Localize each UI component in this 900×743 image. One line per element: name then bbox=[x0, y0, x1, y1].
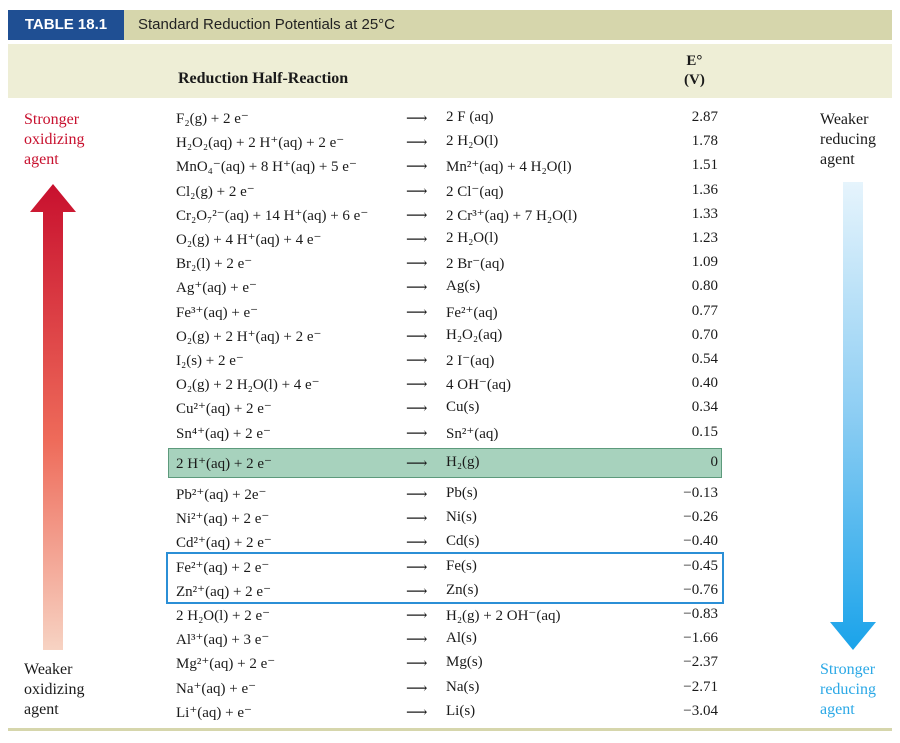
reaction-products: 2 H₂O(l) bbox=[446, 230, 499, 246]
reaction-products: Fe²⁺(aq) bbox=[446, 304, 498, 321]
reaction-arrow: ⟶ bbox=[406, 425, 428, 442]
reaction-arrow: ⟶ bbox=[406, 583, 428, 600]
table-row bbox=[0, 348, 900, 372]
reaction-products: Fe(s) bbox=[446, 557, 477, 574]
table-row bbox=[0, 300, 900, 324]
reaction-reactants: MnO₄⁻(aq) + 8 H⁺(aq) + 5 e⁻ bbox=[176, 159, 357, 176]
reaction-reactants: F₂(g) + 2 e⁻ bbox=[176, 111, 249, 127]
standard-potential: 0.80 bbox=[691, 278, 718, 295]
table-row bbox=[0, 530, 900, 554]
reaction-reactants: Mg²⁺(aq) + 2 e⁻ bbox=[176, 656, 276, 673]
standard-potential: 0.77 bbox=[691, 302, 718, 319]
reaction-reactants: Sn⁴⁺(aq) + 2 e⁻ bbox=[176, 425, 271, 442]
standard-potential: −0.40 bbox=[683, 533, 718, 550]
reaction-arrow: ⟶ bbox=[406, 328, 428, 345]
reaction-products: Li(s) bbox=[446, 702, 476, 719]
reaction-products: Mg(s) bbox=[446, 654, 483, 671]
reaction-arrow: ⟶ bbox=[406, 159, 428, 176]
reaction-reactants: Ni²⁺(aq) + 2 e⁻ bbox=[176, 511, 270, 528]
reaction-reactants: Ag⁺(aq) + e⁻ bbox=[176, 280, 257, 297]
reaction-reactants: O₂(g) + 4 H⁺(aq) + 4 e⁻ bbox=[176, 232, 322, 248]
standard-potential: 1.78 bbox=[691, 133, 718, 150]
reaction-arrow: ⟶ bbox=[406, 535, 428, 552]
table-row bbox=[0, 700, 900, 724]
reaction-arrow: ⟶ bbox=[406, 632, 428, 649]
table-row bbox=[0, 227, 900, 251]
reaction-reactants: 2 H⁺(aq) + 2 e⁻ bbox=[176, 456, 272, 472]
reaction-products: Al(s) bbox=[446, 630, 477, 647]
label-line: Weaker bbox=[820, 111, 869, 128]
reaction-products: 2 F (aq) bbox=[446, 109, 494, 125]
table-number-badge: TABLE 18.1 bbox=[8, 10, 124, 40]
reaction-reactants: Cd²⁺(aq) + 2 e⁻ bbox=[176, 535, 272, 552]
table-row bbox=[0, 676, 900, 700]
standard-potential: 2.87 bbox=[691, 109, 718, 125]
column-header-band bbox=[8, 44, 892, 98]
reaction-arrow: ⟶ bbox=[406, 280, 428, 297]
table-row bbox=[0, 396, 900, 420]
reaction-reactants: Cl₂(g) + 2 e⁻ bbox=[176, 183, 255, 200]
reaction-products: 2 H₂O(l) bbox=[446, 133, 499, 150]
label-line: agent bbox=[24, 151, 59, 168]
reaction-products: H₂(g) + 2 OH⁻(aq) bbox=[446, 608, 561, 624]
reaction-arrow: ⟶ bbox=[406, 656, 428, 673]
reaction-products: 2 Cr³⁺(aq) + 7 H₂O(l) bbox=[446, 207, 578, 224]
reaction-reactants: Pb²⁺(aq) + 2e⁻ bbox=[176, 487, 267, 503]
reaction-arrow: ⟶ bbox=[406, 680, 428, 697]
reaction-reactants: Cr₂O₇²⁻(aq) + 14 H⁺(aq) + 6 e⁻ bbox=[176, 207, 369, 224]
column-header-reaction: Reduction Half-Reaction bbox=[178, 70, 349, 87]
reaction-arrow: ⟶ bbox=[406, 207, 428, 224]
table-row bbox=[0, 482, 900, 506]
reaction-products: 2 I⁻(aq) bbox=[446, 353, 495, 369]
reaction-reactants: Zn²⁺(aq) + 2 e⁻ bbox=[176, 583, 272, 600]
reaction-reactants: Na⁺(aq) + e⁻ bbox=[176, 680, 257, 697]
standard-potential: 1.36 bbox=[691, 181, 718, 198]
reaction-products: Na(s) bbox=[446, 678, 480, 695]
reaction-arrow: ⟶ bbox=[406, 401, 428, 418]
standard-potential: −0.83 bbox=[683, 606, 718, 622]
table-row bbox=[0, 451, 900, 475]
label-line: oxidizing bbox=[24, 131, 85, 148]
table-row bbox=[0, 154, 900, 178]
standard-potential: 1.51 bbox=[691, 157, 718, 174]
table-row bbox=[0, 603, 900, 627]
reaction-reactants: O₂(g) + 2 H⁺(aq) + 2 e⁻ bbox=[176, 328, 322, 345]
column-header-potential-symbol: E° bbox=[686, 53, 703, 69]
label-line: agent bbox=[24, 701, 59, 718]
label-line: oxidizing bbox=[24, 681, 85, 698]
reaction-arrow: ⟶ bbox=[406, 608, 428, 624]
reaction-reactants: H₂O₂(aq) + 2 H⁺(aq) + 2 e⁻ bbox=[176, 135, 345, 152]
reaction-reactants: Fe³⁺(aq) + e⁻ bbox=[176, 304, 259, 321]
reaction-products: Pb(s) bbox=[446, 485, 478, 501]
reaction-reactants: 2 H₂O(l) + 2 e⁻ bbox=[176, 608, 271, 624]
reaction-arrow: ⟶ bbox=[406, 487, 428, 503]
label-line: agent bbox=[820, 701, 855, 718]
reaction-products: Cd(s) bbox=[446, 533, 480, 550]
reaction-products: Ni(s) bbox=[446, 509, 477, 526]
reaction-reactants: I₂(s) + 2 e⁻ bbox=[176, 353, 244, 369]
column-header-potential bbox=[684, 52, 705, 90]
standard-potential: −0.13 bbox=[683, 485, 718, 501]
reaction-reactants: Cu²⁺(aq) + 2 e⁻ bbox=[176, 401, 272, 418]
column-header-potential-unit: (V) bbox=[684, 72, 705, 88]
reaction-products: 2 Cl⁻(aq) bbox=[446, 183, 504, 200]
reaction-products: Mn²⁺(aq) + 4 H₂O(l) bbox=[446, 159, 572, 176]
standard-potential: −0.45 bbox=[683, 557, 718, 574]
standard-potential: −2.37 bbox=[683, 654, 718, 671]
label-line: Weaker bbox=[24, 661, 73, 678]
table-row bbox=[0, 251, 900, 275]
reaction-reactants: Fe²⁺(aq) + 2 e⁻ bbox=[176, 559, 270, 576]
reaction-arrow: ⟶ bbox=[406, 377, 428, 394]
reaction-arrow: ⟶ bbox=[406, 304, 428, 321]
table-row bbox=[0, 203, 900, 227]
reaction-reactants: O₂(g) + 2 H₂O(l) + 4 e⁻ bbox=[176, 377, 320, 394]
standard-potential: 1.09 bbox=[691, 254, 718, 271]
reaction-products: H₂(g) bbox=[446, 454, 480, 470]
standard-potential: −1.66 bbox=[683, 630, 718, 647]
standard-potential: 0.34 bbox=[691, 399, 718, 416]
table-row bbox=[0, 179, 900, 203]
reaction-products: 4 OH⁻(aq) bbox=[446, 377, 511, 394]
standard-potential: −0.26 bbox=[683, 509, 718, 526]
reaction-products: Ag(s) bbox=[446, 278, 481, 295]
label-line: reducing bbox=[820, 131, 876, 148]
reaction-arrow: ⟶ bbox=[406, 135, 428, 152]
label-line: Stronger bbox=[24, 111, 80, 128]
reaction-arrow: ⟶ bbox=[406, 704, 428, 721]
reaction-arrow: ⟶ bbox=[406, 111, 428, 127]
standard-potential: 0.54 bbox=[691, 351, 718, 367]
reaction-products: Cu(s) bbox=[446, 399, 480, 416]
standard-potential: 0.40 bbox=[691, 375, 718, 392]
table-row bbox=[0, 651, 900, 675]
standard-potential: 1.23 bbox=[691, 230, 718, 246]
standard-potential: 0.15 bbox=[691, 423, 718, 440]
reaction-arrow: ⟶ bbox=[406, 559, 428, 576]
reaction-products: Zn(s) bbox=[446, 581, 479, 598]
standard-potential: −0.76 bbox=[683, 581, 718, 598]
reaction-arrow: ⟶ bbox=[406, 353, 428, 369]
reaction-products: Sn²⁺(aq) bbox=[446, 425, 499, 442]
label-line: Stronger bbox=[820, 661, 876, 678]
reaction-arrow: ⟶ bbox=[406, 456, 428, 472]
standard-potential: −2.71 bbox=[683, 678, 718, 695]
reaction-products: H₂O₂(aq) bbox=[446, 326, 503, 343]
table-row bbox=[0, 627, 900, 651]
standard-potential: 0.70 bbox=[691, 326, 718, 343]
reaction-arrow: ⟶ bbox=[406, 511, 428, 528]
reaction-reactants: Br₂(l) + 2 e⁻ bbox=[176, 256, 253, 273]
table-row bbox=[0, 130, 900, 154]
reaction-arrow: ⟶ bbox=[406, 256, 428, 273]
reaction-reactants: Al³⁺(aq) + 3 e⁻ bbox=[176, 632, 270, 649]
table-title: Standard Reduction Potentials at 25°C bbox=[138, 16, 395, 33]
table-row bbox=[0, 506, 900, 530]
label-line: agent bbox=[820, 151, 855, 168]
standard-potential: 1.33 bbox=[691, 205, 718, 222]
table-row bbox=[0, 421, 900, 445]
table-row bbox=[0, 324, 900, 348]
table-title-bar bbox=[8, 10, 892, 40]
table-row bbox=[0, 106, 900, 130]
reaction-arrow: ⟶ bbox=[406, 232, 428, 248]
table-row bbox=[0, 372, 900, 396]
table-row bbox=[0, 555, 900, 579]
standard-potential: −3.04 bbox=[683, 702, 718, 719]
reaction-arrow: ⟶ bbox=[406, 183, 428, 200]
label-line: reducing bbox=[820, 681, 876, 698]
table-bottom-rule bbox=[8, 728, 892, 731]
table-row bbox=[0, 275, 900, 299]
standard-potential: 0 bbox=[710, 454, 718, 470]
reaction-reactants: Li⁺(aq) + e⁻ bbox=[176, 704, 252, 721]
reaction-products: 2 Br⁻(aq) bbox=[446, 256, 505, 273]
table-row bbox=[0, 579, 900, 603]
